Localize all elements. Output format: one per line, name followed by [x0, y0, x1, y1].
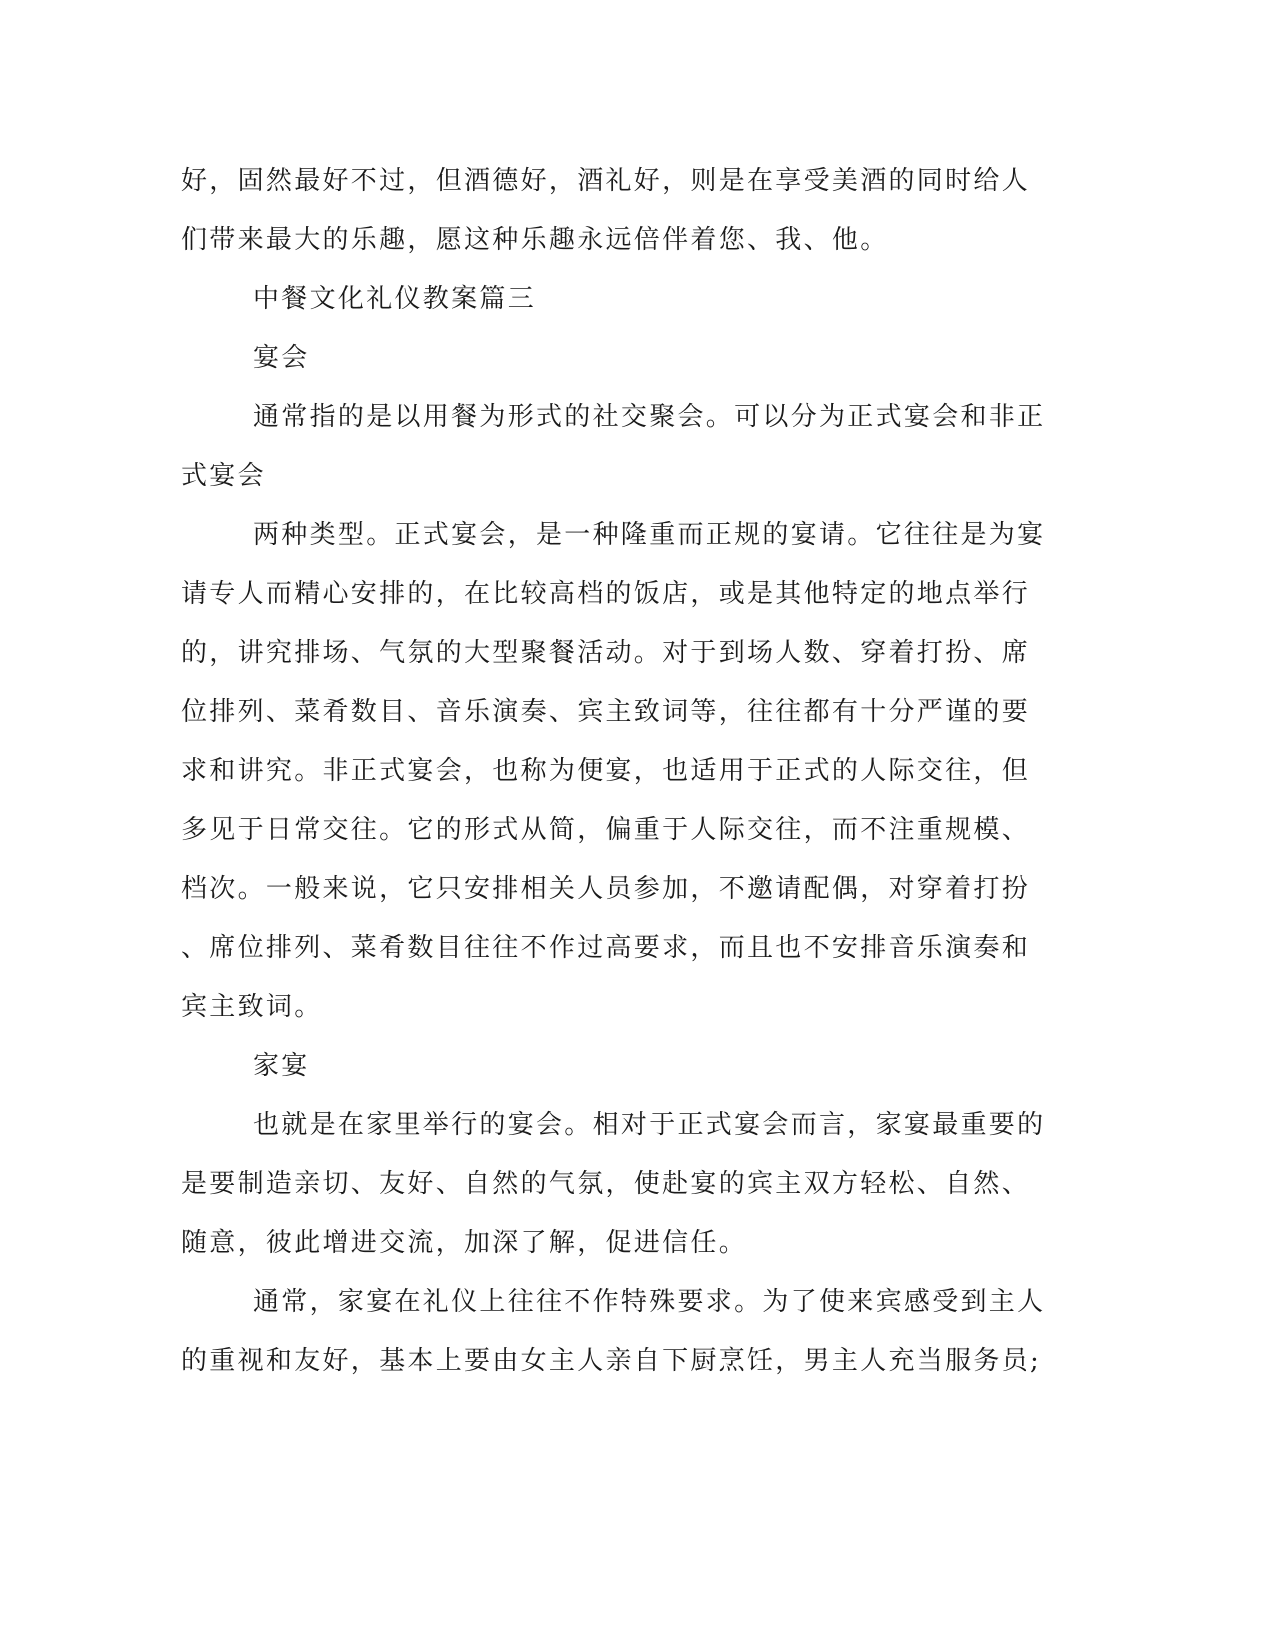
subheading: 宴会 — [253, 343, 310, 373]
text-line: 通常，家宴在礼仪上往往不作特殊要求。为了使来宾感受到主人 — [253, 1287, 1046, 1317]
text-line: 是要制造亲切、友好、自然的气氛，使赴宴的宾主双方轻松、自然、 — [181, 1169, 1031, 1199]
text-line: 位排列、菜肴数目、音乐演奏、宾主致词等，往往都有十分严谨的要 — [181, 697, 1031, 727]
text-line: 求和讲究。非正式宴会，也称为便宴，也适用于正式的人际交往，但 — [181, 756, 1031, 786]
text-line: 也就是在家里举行的宴会。相对于正式宴会而言，家宴最重要的 — [253, 1110, 1046, 1140]
subheading: 家宴 — [253, 1051, 310, 1081]
text-line: 两种类型。正式宴会，是一种隆重而正规的宴请。它往往是为宴 — [253, 520, 1046, 550]
text-line: 、席位排列、菜肴数目往往不作过高要求，而且也不安排音乐演奏和 — [181, 933, 1031, 963]
text-line: 的，讲究排场、气氛的大型聚餐活动。对于到场人数、穿着打扮、席 — [181, 638, 1031, 668]
text-line: 们带来最大的乐趣，愿这种乐趣永远倍伴着您、我、他。 — [181, 225, 889, 255]
text-line: 好，固然最好不过，但酒德好，酒礼好，则是在享受美酒的同时给人 — [181, 166, 1031, 196]
section-title: 中餐文化礼仪教案篇三 — [253, 284, 537, 314]
text-line: 的重视和友好，基本上要由女主人亲自下厨烹饪，男主人充当服务员; — [181, 1346, 1042, 1376]
text-line: 随意，彼此增进交流，加深了解，促进信任。 — [181, 1228, 748, 1258]
text-line: 式宴会 — [181, 461, 266, 491]
text-line: 请专人而精心安排的，在比较高档的饭店，或是其他特定的地点举行 — [181, 579, 1031, 609]
text-line: 档次。一般来说，它只安排相关人员参加，不邀请配偶，对穿着打扮 — [181, 874, 1031, 904]
text-line: 宾主致词。 — [181, 992, 323, 1022]
text-line: 多见于日常交往。它的形式从简，偏重于人际交往，而不注重规模、 — [181, 815, 1031, 845]
text-line: 通常指的是以用餐为形式的社交聚会。可以分为正式宴会和非正 — [253, 402, 1046, 432]
